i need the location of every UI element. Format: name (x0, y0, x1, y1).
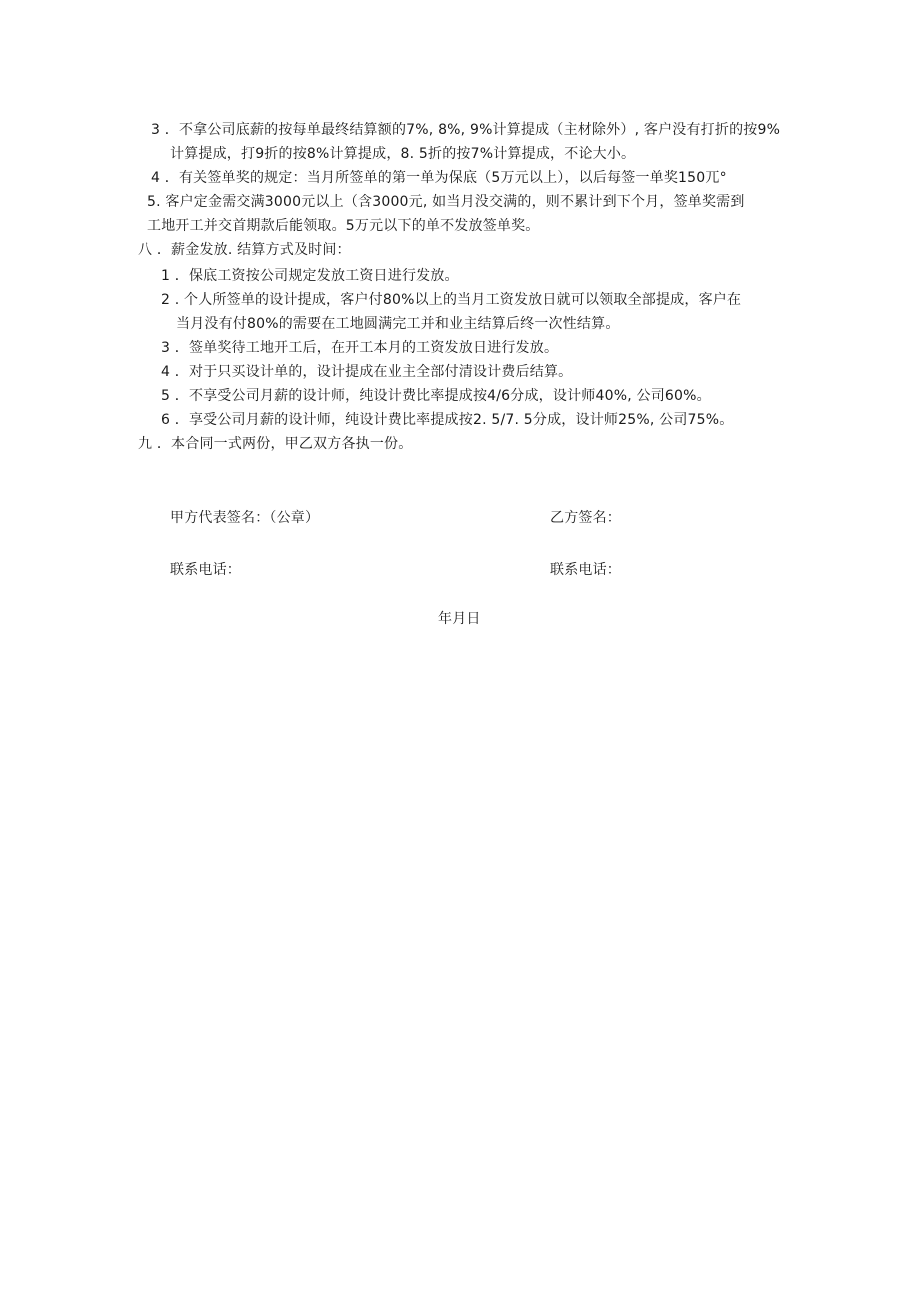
party-a-phone-label: 联系电话： (170, 562, 241, 578)
section-8-heading: 八 ．薪金发放. 结算方式及时间： (138, 242, 351, 258)
date-line: 年月日 (438, 611, 481, 627)
clause-7-4: 4 ．有关签单奖的规定：当月所签单的第一单为保底（5万元以上），以后每签一单奖150兀° (151, 170, 727, 186)
clause-7-3-line-1: 3 ．不拿公司底薪的按每单最终结算额的7%, 8%, 9%计算提成（主材除外）, 客户没有打折的按9% (151, 122, 781, 138)
clause-8-5: 5 ．不享受公司月薪的设计师，纯设计费比率提成按4/6分成，设计师40%, 公司60%。 (161, 388, 711, 404)
clause-8-6: 6 ．享受公司月薪的设计师，纯设计费比率提成按2. 5/7. 5分成，设计师25%, 公司75%。 (161, 412, 734, 428)
clause-7-5-line-2: 工地开工并交首期款后能领取。5万元以下的单不发放签单奖。 (147, 218, 540, 234)
clause-8-3: 3 ．签单奖待工地开工后，在开工本月的工资发放日进行发放。 (161, 340, 559, 356)
clause-8-2-line-1: 2 . 个人所签单的设计提成，客户付80%以上的当月工资发放日就可以领取全部提成，客户在 (161, 292, 742, 308)
clause-8-2-line-2: 当月没有付80%的需要在工地圆满完工并和业主结算后终一次性结算。 (176, 316, 620, 332)
party-a-signature-label: 甲方代表签名：（公章） (170, 510, 320, 526)
clause-8-1: 1 ．保底工资按公司规定发放工资日进行发放。 (161, 268, 459, 284)
section-9-heading: 九 ．本合同一式两份，甲乙双方各执一份。 (138, 436, 413, 452)
clause-7-5-line-1: 5. 客户定金需交满3000元以上（含3000元, 如当月没交满的，则不累计到下个月，签单奖需到 (147, 194, 745, 210)
party-b-signature-label: 乙方签名： (550, 510, 621, 526)
clause-8-4: 4 ．对于只买设计单的，设计提成在业主全部付清设计费后结算。 (161, 364, 573, 380)
clause-7-3-line-2: 计算提成，打9折的按8%计算提成，8. 5折的按7%计算提成，不论大小。 (170, 146, 636, 162)
party-b-phone-label: 联系电话： (550, 562, 621, 578)
